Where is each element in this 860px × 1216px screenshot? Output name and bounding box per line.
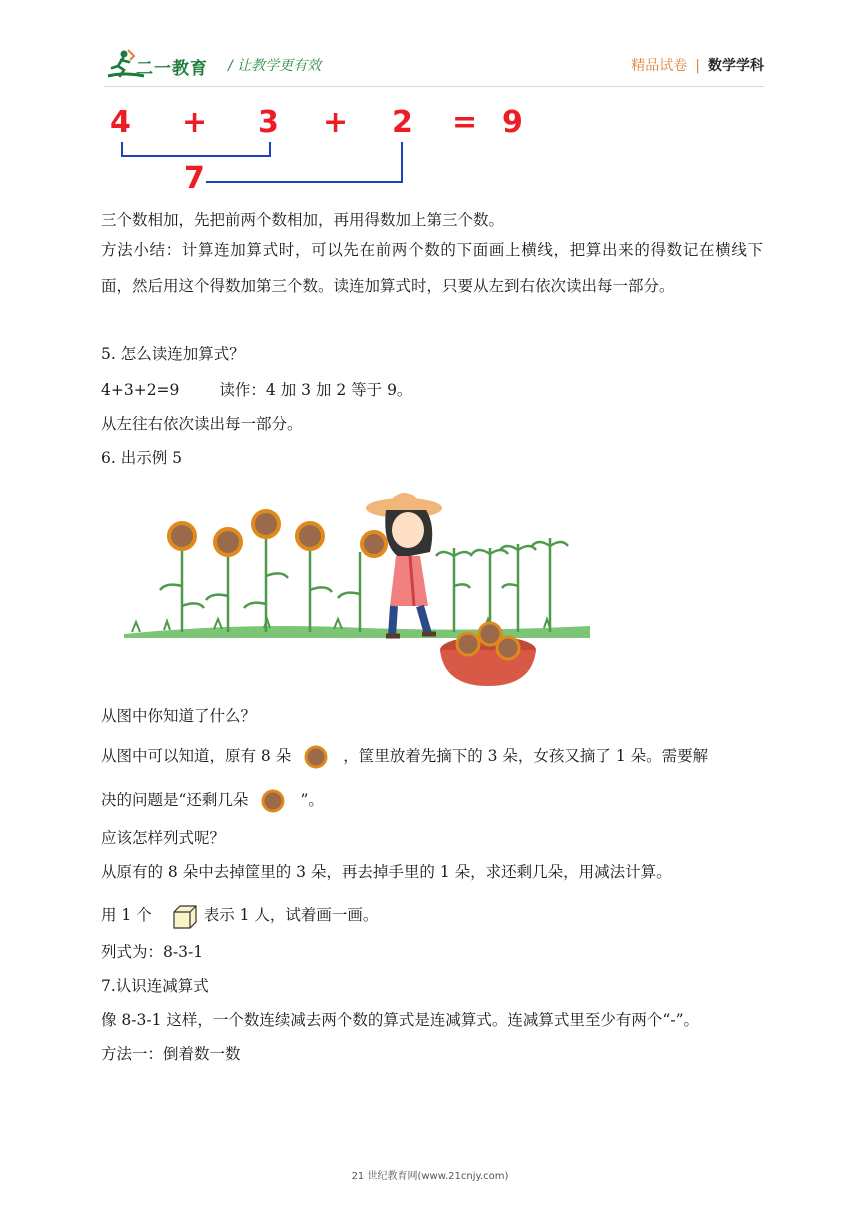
sunflower-heads (169, 511, 386, 556)
page-header (104, 46, 764, 86)
q7-definition: 像 8-3-1 这样，一个数连续减去两个数的算式是连减算式。连减算式里至少有两个“-”。 (101, 1011, 700, 1029)
header-separator: | (695, 58, 700, 74)
question-how: 应该怎样列式呢？ (101, 829, 226, 847)
q5-note: 从左往右依次读出每一部分。 (101, 415, 303, 433)
addend-a: 4 (110, 105, 131, 140)
method-one: 方法一：倒着数一数 (101, 1045, 241, 1063)
sunflower-icon (303, 744, 329, 770)
know-answer-part4: ”。 (300, 791, 324, 809)
draw-instruction-part1: 用 1 个 (101, 906, 152, 924)
question-6: 6. 出示例 5 (101, 449, 183, 467)
partial-sum: 7 (184, 161, 205, 196)
question-7: 7.认识连减算式 (101, 977, 209, 995)
know-answer-part3: 决的问题是“还剩几朵 (101, 791, 249, 809)
method-summary: 方法小结：计算连加算式时，可以先在前两个数的下面画上横线，把算出来的得数记在横线下面，然后用这个得数加第三个数。读连加算式时，只要从左到右依次读出每一部分。 (101, 241, 763, 295)
know-answer-line1 (101, 744, 708, 770)
question-know: 从图中你知道了什么？ (101, 707, 257, 725)
formula-line: 列式为：8-3-1 (101, 943, 204, 961)
addend-c: 2 (392, 105, 413, 140)
header-right (631, 55, 764, 75)
subject-label: 数学学科 (708, 58, 764, 74)
q5-reading (101, 380, 412, 400)
header-divider (104, 86, 764, 87)
sunflower-girl-illustration (124, 486, 590, 692)
cube-icon (170, 902, 198, 930)
question-5: 5. 怎么读连加算式？ (101, 345, 245, 363)
draw-instruction (101, 902, 378, 930)
q5-expression: 4+3+2=9 (101, 381, 180, 399)
addend-b: 3 (258, 105, 279, 140)
know-answer-line2 (101, 788, 324, 814)
slogan: / 让教学更有效 (228, 58, 322, 74)
addition-diagram (100, 104, 540, 196)
sunflower-icon (260, 788, 286, 814)
plus-sign-1: + (182, 105, 208, 140)
page-footer: 21 世纪教育网(www.21cnjy.com) (351, 1171, 509, 1182)
sunflower-group-left (160, 534, 360, 632)
sum-result: 9 (502, 105, 523, 140)
equals-sign: = (452, 105, 478, 140)
premium-badge: 精品试卷 (631, 58, 688, 74)
how-answer: 从原有的 8 朵中去掉筐里的 3 朵，再去掉手里的 1 朵，求还剩几朵，用减法计算。 (101, 863, 672, 881)
know-answer-part1: 从图中可以知道，原有 8 朵 (101, 747, 292, 765)
q5-read-as: 读作：4 加 3 加 2 等于 9。 (219, 381, 413, 399)
plus-sign-2: + (323, 105, 349, 140)
know-answer-part2: ，筐里放着先摘下的 3 朵，女孩又摘了 1 朵。需要解 (343, 747, 709, 765)
plants-right (436, 538, 568, 632)
rule-line: 三个数相加，先把前两个数相加，再用得数加上第三个数。 (101, 211, 505, 229)
girl-figure (366, 493, 442, 636)
draw-instruction-part2: 表示 1 人，试着画一画。 (203, 906, 379, 924)
brand-name: 二一教育 (136, 59, 208, 79)
